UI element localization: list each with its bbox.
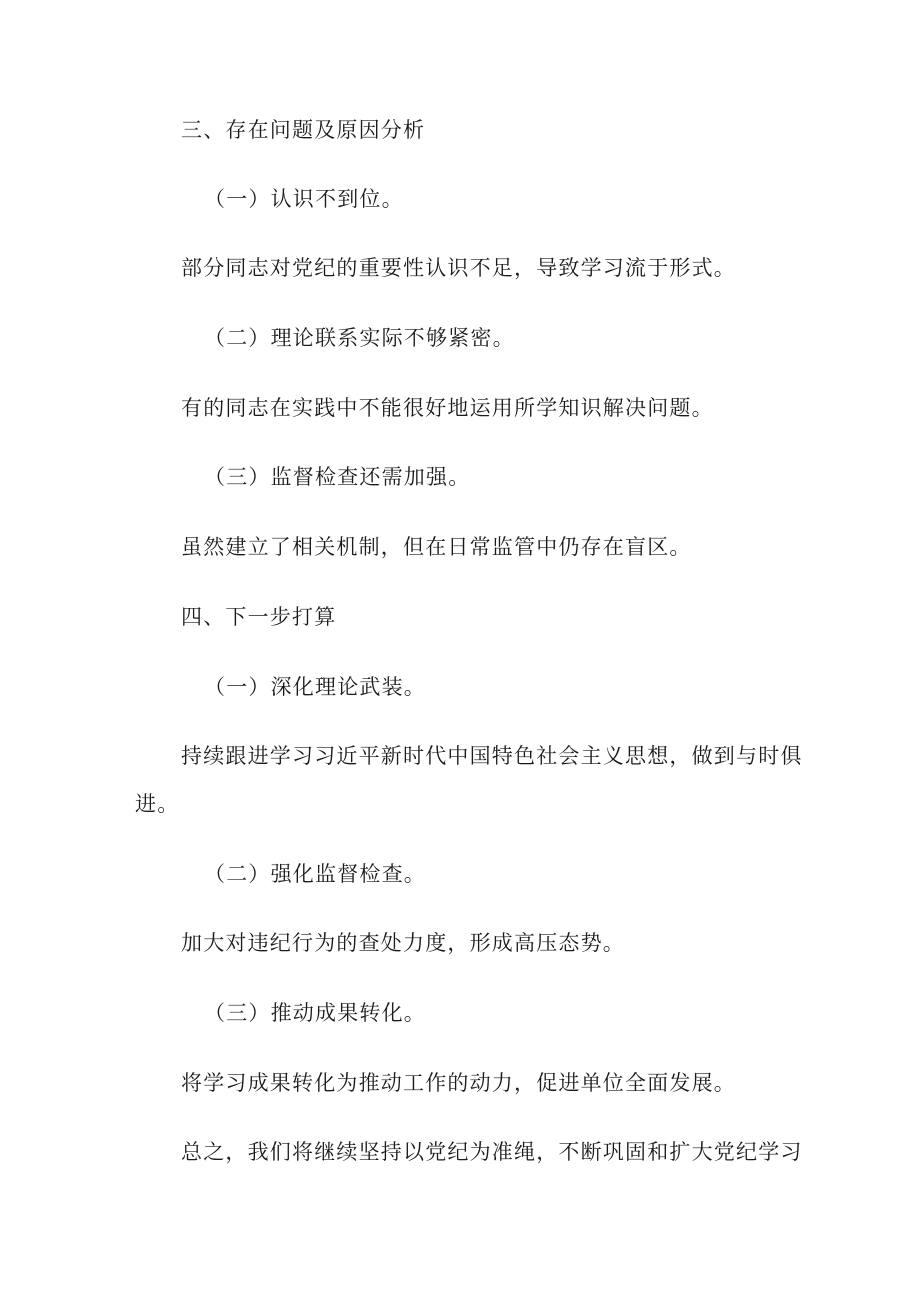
- subheading-4-1: （一）深化理论武装。: [204, 675, 426, 699]
- subheading-4-2: （二）强化监督检查。: [204, 862, 426, 886]
- subheading-3-2: （二）理论联系实际不够紧密。: [204, 326, 515, 350]
- conclusion-paragraph: 总之，我们将继续坚持以党纪为准绳，不断巩固和扩大党纪学习: [181, 1140, 803, 1164]
- paragraph-3-1: 部分同志对党纪的重要性认识不足，导致学习流于形式。: [181, 256, 736, 280]
- subheading-4-3: （三）推动成果转化。: [204, 1001, 426, 1025]
- paragraph-4-3: 将学习成果转化为推动工作的动力，促进单位全面发展。: [181, 1071, 736, 1095]
- paragraph-3-2: 有的同志在实践中不能很好地运用所学知识解决问题。: [181, 396, 714, 420]
- paragraph-4-2: 加大对违纪行为的查处力度，形成高压态势。: [181, 931, 625, 955]
- paragraph-4-1-line2: 进。: [135, 792, 180, 816]
- subheading-3-3: （三）监督检查还需加强。: [204, 465, 471, 489]
- paragraph-4-1-line1: 持续跟进学习习近平新时代中国特色社会主义思想，做到与时俱: [181, 744, 803, 768]
- paragraph-3-3: 虽然建立了相关机制，但在日常监管中仍存在盲区。: [181, 535, 692, 559]
- section-heading-3: 三、存在问题及原因分析: [181, 118, 426, 142]
- section-heading-4: 四、下一步打算: [181, 605, 337, 629]
- subheading-3-1: （一）认识不到位。: [204, 187, 404, 211]
